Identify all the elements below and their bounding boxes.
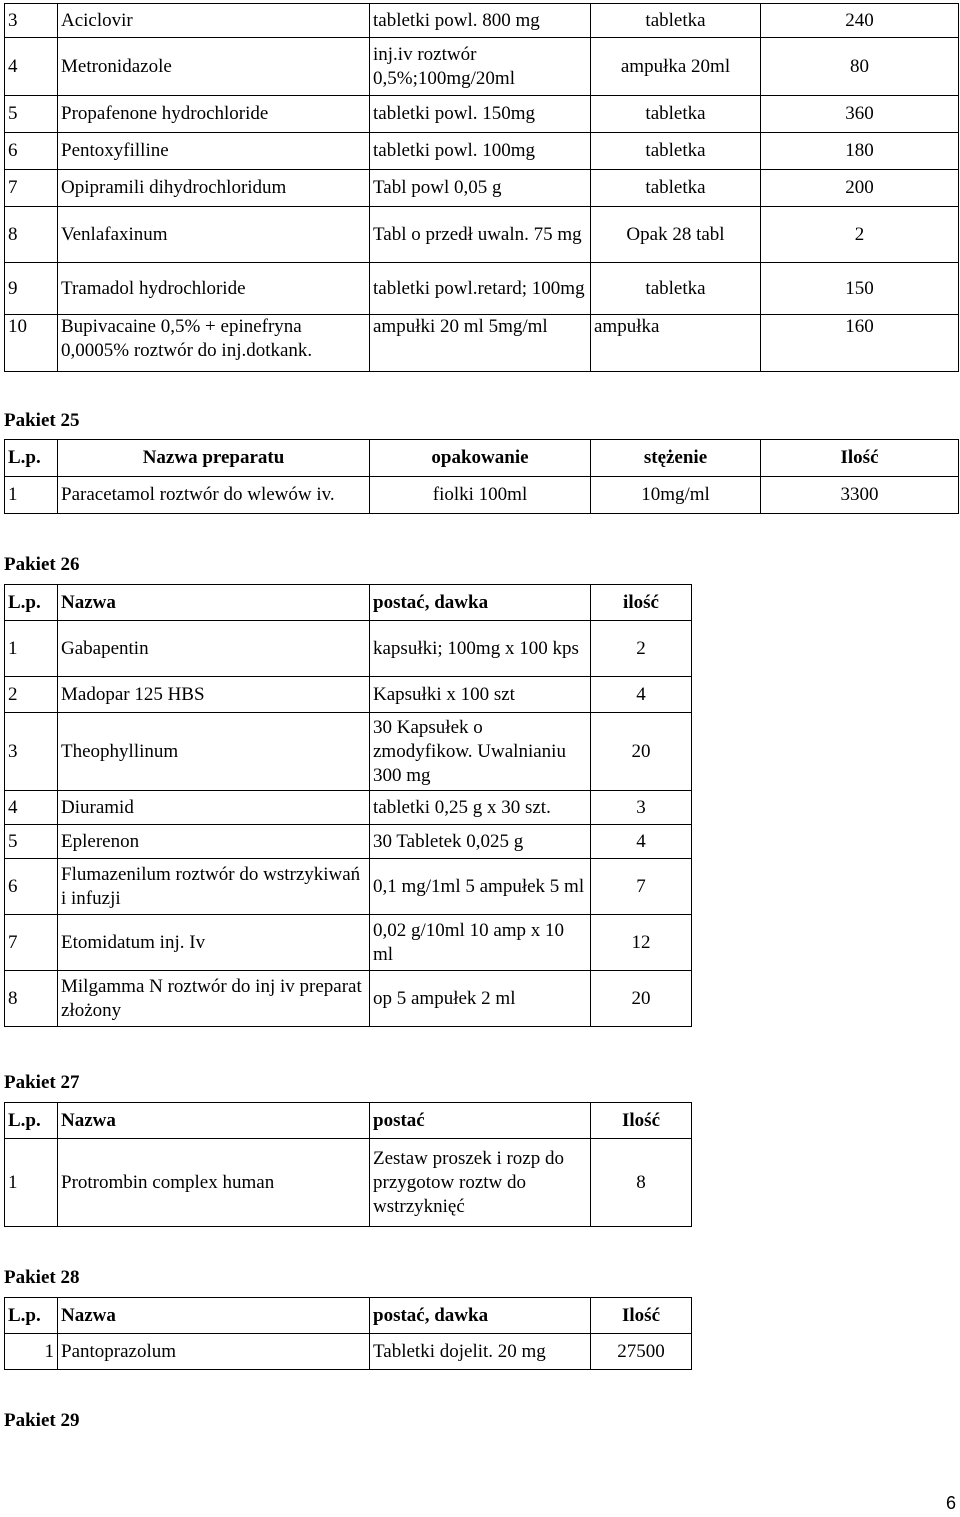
table-row — [5, 971, 692, 1027]
form-cell: inj.iv roztwór 0,5%;100mg/20ml — [370, 38, 591, 96]
lp-cell: 10 — [5, 315, 58, 372]
table-header-row — [5, 585, 692, 621]
name-cell: Opipramili dihydrochloridum — [58, 170, 370, 207]
pakiet-26-title: Pakiet 26 — [4, 554, 80, 575]
table-row — [5, 38, 959, 96]
form-cell: tabletki powl. 800 mg — [370, 4, 591, 38]
header-qty: Ilość — [761, 440, 959, 477]
qty-cell: 4 — [591, 825, 692, 859]
lp-cell: 6 — [5, 133, 58, 170]
lp-cell: 8 — [5, 207, 58, 263]
table-row — [5, 4, 959, 38]
pack-cell: ampułka 20ml — [591, 38, 761, 96]
name-cell: Aciclovir — [58, 4, 370, 38]
form-cell: Kapsułki x 100 szt — [370, 677, 591, 713]
qty-cell: 80 — [761, 38, 959, 96]
table-row — [5, 1334, 692, 1370]
table-row — [5, 713, 692, 791]
name-cell: Etomidatum inj. Iv — [58, 915, 370, 971]
qty-cell: 2 — [591, 621, 692, 677]
table-header-row — [5, 1103, 692, 1139]
qty-cell: 20 — [591, 713, 692, 791]
table-row — [5, 915, 692, 971]
qty-cell: 12 — [591, 915, 692, 971]
qty-cell: 27500 — [591, 1334, 692, 1370]
lp-cell: 7 — [5, 915, 58, 971]
lp-cell: 4 — [5, 791, 58, 825]
table-row — [5, 859, 692, 915]
name-cell: Flumazenilum roztwór do wstrzykiwań i infuzji — [58, 859, 370, 915]
form-cell: 30 Tabletek 0,025 g — [370, 825, 591, 859]
lp-cell: 4 — [5, 38, 58, 96]
name-cell: Pentoxyfilline — [58, 133, 370, 170]
name-cell: Propafenone hydrochloride — [58, 96, 370, 133]
name-cell: Pantoprazolum — [58, 1334, 370, 1370]
form-cell: kapsułki; 100mg x 100 kps — [370, 621, 591, 677]
table-continuation — [4, 3, 959, 372]
header-name: Nazwa — [58, 585, 370, 621]
name-cell: Venlafaxinum — [58, 207, 370, 263]
lp-cell: 6 — [5, 859, 58, 915]
lp-cell: 5 — [5, 825, 58, 859]
table-row — [5, 133, 959, 170]
lp-cell: 3 — [5, 4, 58, 38]
table-row — [5, 207, 959, 263]
form-cell: 30 Kapsułek o zmodyfikow. Uwalnianiu 300 mg — [370, 713, 591, 791]
qty-cell: 8 — [591, 1139, 692, 1227]
pack-cell: tabletka — [591, 170, 761, 207]
form-cell: 0,1 mg/1ml 5 ampułek 5 ml — [370, 859, 591, 915]
form-cell: ampułki 20 ml 5mg/ml — [370, 315, 591, 372]
header-conc: stężenie — [591, 440, 761, 477]
qty-cell: 240 — [761, 4, 959, 38]
lp-cell: 1 — [5, 621, 58, 677]
page-number: 6 — [945, 1493, 956, 1513]
name-cell: Theophyllinum — [58, 713, 370, 791]
qty-cell: 150 — [761, 263, 959, 315]
name-cell: Protrombin complex human — [58, 1139, 370, 1227]
lp-cell: 7 — [5, 170, 58, 207]
table-row — [5, 677, 692, 713]
name-cell: Diuramid — [58, 791, 370, 825]
pakiet-29-title: Pakiet 29 — [4, 1410, 80, 1431]
table-header-row — [5, 440, 959, 477]
header-form: postać, dawka — [370, 585, 591, 621]
qty-cell: 200 — [761, 170, 959, 207]
header-name: Nazwa — [58, 1103, 370, 1139]
form-cell: Tabl powl 0,05 g — [370, 170, 591, 207]
header-name: Nazwa — [58, 1298, 370, 1334]
header-lp: L.p. — [5, 585, 58, 621]
conc-cell: 10mg/ml — [591, 477, 761, 514]
lp-cell: 9 — [5, 263, 58, 315]
table-row — [5, 1139, 692, 1227]
form-cell: tabletki powl. 100mg — [370, 133, 591, 170]
name-cell: Gabapentin — [58, 621, 370, 677]
table-pakiet-25 — [4, 439, 959, 514]
table-pakiet-26 — [4, 584, 692, 1027]
form-cell: tabletki powl.retard; 100mg — [370, 263, 591, 315]
qty-cell: 3 — [591, 791, 692, 825]
form-cell: Tabl o przedł uwaln. 75 mg — [370, 207, 591, 263]
header-qty: Ilość — [591, 1298, 692, 1334]
table-row — [5, 477, 959, 514]
form-cell: op 5 ampułek 2 ml — [370, 971, 591, 1027]
table-row — [5, 621, 692, 677]
form-cell: tabletki 0,25 g x 30 szt. — [370, 791, 591, 825]
qty-cell: 360 — [761, 96, 959, 133]
table-pakiet-27 — [4, 1102, 692, 1227]
qty-cell: 3300 — [761, 477, 959, 514]
name-cell: Tramadol hydrochloride — [58, 263, 370, 315]
table-row — [5, 825, 692, 859]
header-form: postać, dawka — [370, 1298, 591, 1334]
table-row — [5, 315, 959, 372]
header-qty: ilość — [591, 585, 692, 621]
form-cell: tabletki powl. 150mg — [370, 96, 591, 133]
header-lp: L.p. — [5, 1298, 58, 1334]
name-cell: Milgamma N roztwór do inj iv preparat złożony — [58, 971, 370, 1027]
lp-cell: 8 — [5, 971, 58, 1027]
name-cell: Madopar 125 HBS — [58, 677, 370, 713]
form-cell: Tabletki dojelit. 20 mg — [370, 1334, 591, 1370]
lp-cell: 5 — [5, 96, 58, 133]
qty-cell: 2 — [761, 207, 959, 263]
qty-cell: 180 — [761, 133, 959, 170]
name-cell: Metronidazole — [58, 38, 370, 96]
header-qty: Ilość — [591, 1103, 692, 1139]
form-cell: Zestaw proszek i rozp do przygotow roztw do wstrzyknięć — [370, 1139, 591, 1227]
pack-cell: tabletka — [591, 133, 761, 170]
header-name: Nazwa preparatu — [58, 440, 370, 477]
lp-cell: 2 — [5, 677, 58, 713]
form-cell: 0,02 g/10ml 10 amp x 10 ml — [370, 915, 591, 971]
header-pack: opakowanie — [370, 440, 591, 477]
pack-cell: tabletka — [591, 4, 761, 38]
lp-cell: 1 — [5, 477, 58, 514]
pack-cell: tabletka — [591, 263, 761, 315]
pack-cell: tabletka — [591, 96, 761, 133]
qty-cell: 7 — [591, 859, 692, 915]
lp-cell: 3 — [5, 713, 58, 791]
pack-cell: ampułka — [591, 315, 761, 372]
table-row — [5, 791, 692, 825]
lp-cell: 1 — [5, 1334, 58, 1370]
table-row — [5, 170, 959, 207]
table-row — [5, 263, 959, 315]
pakiet-25-title: Pakiet 25 — [4, 410, 80, 431]
qty-cell: 160 — [761, 315, 959, 372]
pack-cell: fiolki 100ml — [370, 477, 591, 514]
lp-cell: 1 — [5, 1139, 58, 1227]
qty-cell: 20 — [591, 971, 692, 1027]
name-cell: Paracetamol roztwór do wlewów iv. — [58, 477, 370, 514]
name-cell: Bupivacaine 0,5% + epinefryna 0,0005% roztwór do inj.dotkank. — [58, 315, 370, 372]
header-lp: L.p. — [5, 440, 58, 477]
qty-cell: 4 — [591, 677, 692, 713]
table-row — [5, 96, 959, 133]
pack-cell: Opak 28 tabl — [591, 207, 761, 263]
header-form: postać — [370, 1103, 591, 1139]
name-cell: Eplerenon — [58, 825, 370, 859]
table-pakiet-28 — [4, 1297, 692, 1370]
pakiet-28-title: Pakiet 28 — [4, 1267, 80, 1288]
pakiet-27-title: Pakiet 27 — [4, 1072, 80, 1093]
header-lp: L.p. — [5, 1103, 58, 1139]
table-header-row — [5, 1298, 692, 1334]
